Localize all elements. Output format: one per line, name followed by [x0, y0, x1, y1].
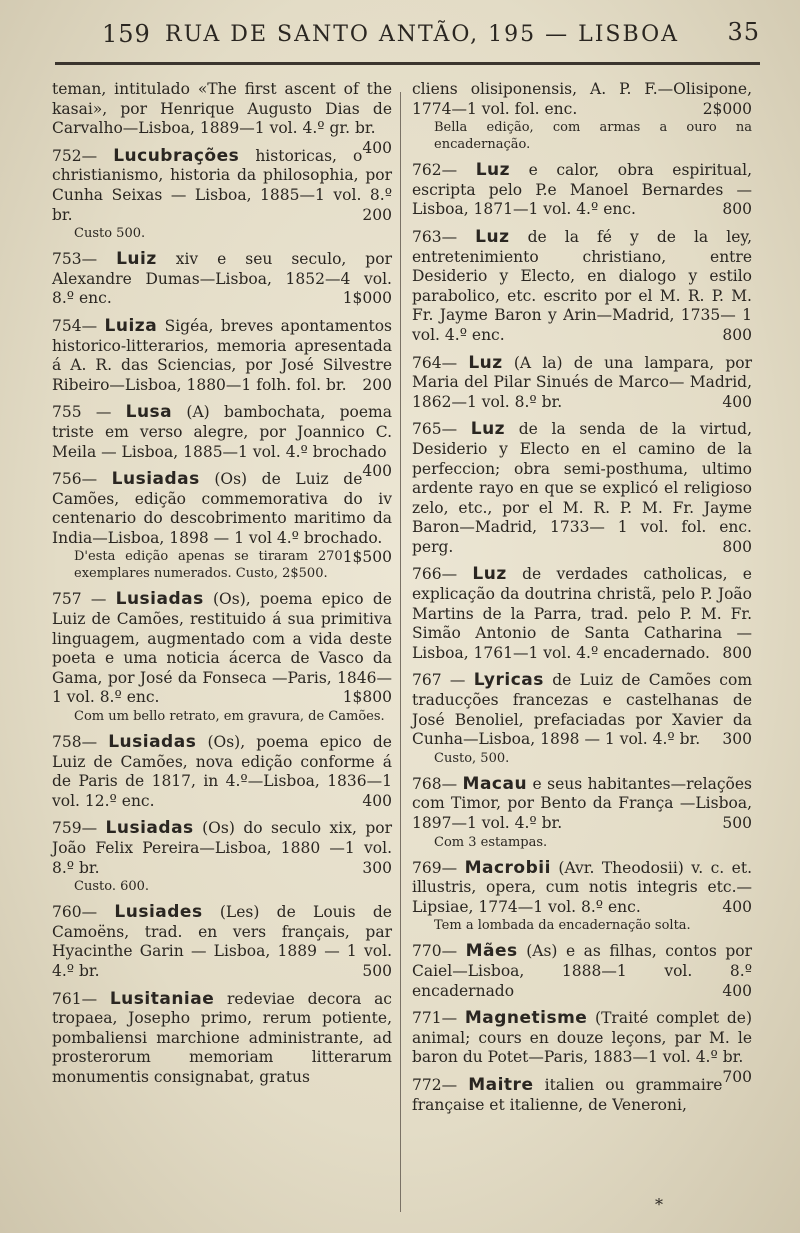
entry-price: 800 — [722, 537, 752, 556]
catalogue-entry — [412, 671, 752, 766]
catalogue-entry — [412, 775, 752, 851]
catalogue-entry — [52, 317, 392, 395]
entry-number: 769— — [412, 858, 458, 877]
entry-text: xiv e seu seculo, por Alexandre Dumas—Lisboa, 1852—4 vol. 8.º enc. — [52, 250, 392, 308]
entry-text: Sigéa, breves apontamentos historico-litterarios, memoria apresentada á A. R. das Sciencias, por José Silvestre Ribeiro—Lisboa, 1880—1 folh. fol. br. — [52, 316, 392, 394]
catalogue-entry — [52, 470, 392, 582]
entry-text: redeviae decora ac tropaea, Josepho primo, rerum potiente, pombaliensi marchione administrante, ad prosterorum memoriam litterarum monumentis consignabat, gratus — [52, 989, 392, 1086]
entry-price: 200 — [362, 205, 392, 224]
footer-mark: * — [655, 1195, 663, 1214]
catalogue-entry — [412, 1076, 752, 1115]
catalogue-entry — [52, 733, 392, 811]
page-number: 35 — [727, 18, 760, 46]
entry-headword: Luz — [470, 419, 506, 440]
entry-number: 761— — [52, 989, 98, 1008]
entry-text: de la senda de la virtud, Desiderio y Electo en el camino de la perfeccion; obra semi-posthuma, ultimo ardente rayo en que se explicó el religioso zelo, etc., por el M. R. P. M. Fr. Jayme Baron—Madrid, 1733— 1 vol. fol. enc. perg. — [412, 420, 752, 556]
entry-price: 500 — [722, 814, 752, 832]
entry-price: 800 — [722, 643, 752, 662]
entry-text: italien ou grammaire française et italienne, de Veneroni, — [412, 1075, 723, 1114]
entry-price: 1$000 — [342, 289, 392, 308]
entry-price: 800 — [722, 325, 752, 344]
entry-headword: Luiz — [116, 249, 157, 270]
entry-text: (Os) de Luiz de Camões, edição commemorativa do iv centenario do descobrimento maritimo da India—Lisboa, 1898 — 1 vol 4.º brochado. — [52, 470, 392, 547]
entry-headword: Macrobii — [464, 857, 551, 878]
entry-headword: Luz — [475, 160, 511, 181]
entry-number: 757 — — [52, 590, 107, 609]
column-divider — [400, 92, 401, 1212]
entry-number: 765— — [412, 420, 458, 439]
entry-price: 400 — [362, 791, 392, 810]
entry-price: 1$500 — [342, 548, 392, 567]
entry-headword: Lusiadas — [111, 469, 200, 490]
entry-text: (Os) do seculo xix, por João Felix Pereira—Lisboa, 1880 —1 vol. 8.º br. — [52, 819, 393, 877]
entry-headword: Lusiadas — [108, 732, 197, 753]
entry-text: teman, intitulado «The first ascent of the kasai», por Henrique Augusto Dias de Carvalho—Lisboa, 1889—1 vol. 4.º gr. br. — [52, 80, 392, 138]
entry-number: 771— — [412, 1009, 458, 1028]
entry-text: e calor, obra espiritual, escripta pelo P.e Manoel Bernardes — Lisboa, 1871—1 vol. 4.º enc. — [412, 161, 752, 219]
entry-note: Tem a lombada da encadernação solta. — [434, 918, 691, 934]
entry-note: Com um bello retrato, em gravura, de Camões. — [74, 709, 385, 725]
catalogue-entry — [412, 80, 752, 153]
entry-headword: Lucubrações — [113, 145, 240, 166]
entry-text: (Avr. Theodosii) v. c. et. illustris, opera, cum notis integris etc.—Lipsiae, 1774—1 vol. 8.º enc. — [412, 858, 752, 916]
entry-price: 300 — [362, 858, 392, 877]
entry-text: (Os), poema epico de Luiz de Camões, restituido á sua primitiva linguagem, augmentado com a vida deste poeta e uma noticia ácerca de Vasco da Gama, por José da Fonseca —Paris, 1846—1 vol. 8.º enc. — [52, 590, 392, 707]
entry-number: 764— — [412, 353, 458, 372]
catalogue-entry — [412, 161, 752, 220]
entry-number: 760— — [52, 903, 98, 922]
entry-price: 400 — [722, 981, 752, 1000]
entry-headword: Luz — [468, 352, 503, 373]
entry-number: 752— — [52, 146, 98, 165]
catalogue-entry — [52, 990, 392, 1088]
entry-headword: Macau — [462, 773, 528, 794]
entry-note: Com 3 estampas. — [434, 834, 548, 850]
entry-price: 1$800 — [342, 688, 392, 707]
entry-number: 770— — [412, 942, 458, 961]
entry-headword: Luz — [475, 226, 510, 247]
entry-text: de Luiz de Camões com traducções francezas e castelhanas de José Benoliel, prefaciadas por Xavier da Cunha—Lisboa, 1898 — 1 vol. 4.º br. — [412, 671, 753, 749]
entry-headword: Lusiadas — [105, 818, 194, 839]
entry-headword: Magnetisme — [464, 1008, 588, 1029]
entry-number: 763— — [412, 227, 458, 246]
entry-number: 762— — [412, 161, 458, 180]
catalogue-entry — [412, 565, 752, 663]
entry-price: 400 — [362, 138, 392, 157]
entry-number: 755 — — [52, 403, 112, 422]
entry-number: 772— — [412, 1075, 458, 1094]
entry-headword: Lusiades — [114, 902, 203, 923]
entry-number: 758— — [52, 733, 98, 752]
entry-number: 768— — [412, 774, 458, 793]
entry-note: Custo, 500. — [434, 750, 510, 766]
entry-text: e seus habitantes—relações com Timor, por Bento da França —Lisboa, 1897—1 vol. 4.º br. — [412, 774, 752, 832]
catalogue-entry — [412, 228, 752, 346]
entry-number: 767 — — [412, 671, 466, 690]
entry-number: 766— — [412, 565, 458, 584]
entry-headword: Lusiadas — [115, 589, 204, 610]
right-column — [412, 80, 752, 1123]
catalogue-entry — [52, 819, 392, 895]
catalogue-entry — [412, 354, 752, 413]
entry-price: 400 — [362, 462, 392, 481]
entry-text: (Les) de Louis de Camoëns, trad. en vers français, par Hyacinthe Garin — Lisboa, 1889 — 1 vol. 4.º br. — [52, 903, 392, 980]
entry-number: 759— — [52, 819, 98, 838]
entry-headword: Luz — [472, 564, 507, 585]
entry-text: (Traité complet de) animal; cours en douze leçons, par M. le baron du Potet—Paris, 1883—1 vol. 4.º br. — [412, 1009, 752, 1067]
entry-price: 800 — [722, 200, 752, 219]
entry-headword: Mães — [465, 941, 518, 962]
entry-headword: Lusa — [125, 402, 173, 423]
entry-text: de verdades catholicas, e explicação da doutrina christã, pelo P. João Martins de la Parra, trad. pelo P. M. Fr. Simão Antonio de Santa Catharina — Lisboa, 1761—1 vol. 4.º encadernado. — [412, 565, 752, 662]
catalogue-entry — [412, 859, 752, 935]
entry-headword: Lusitaniae — [109, 988, 215, 1009]
entry-text: cliens olisiponensis, A. P. F.—Olisipone, 1774—1 vol. fol. enc. — [412, 80, 752, 118]
entry-number: 756— — [52, 470, 98, 489]
entry-text: (As) e as filhas, contos por Caiel—Lisboa, 1888—1 vol. 8.º encadernado — [412, 942, 752, 1000]
entry-text: historicas, o christianismo, historia da philosophia, por Cunha Seixas — Lisboa, 1885—1 vol. 8.º br. — [52, 146, 392, 224]
entry-price: 500 — [362, 961, 392, 980]
entry-note: Custo 500. — [74, 226, 146, 242]
header-rule — [55, 62, 760, 65]
entry-text: (Os), poema epico de Luiz de Camões, nova edição conforme á de Paris de 1817, in 4.º—Lisboa, 1836—1 vol. 12.º enc. — [52, 733, 392, 810]
catalogue-entry — [52, 147, 392, 242]
entry-price: 2$000 — [702, 99, 752, 118]
entry-number: 754— — [52, 316, 98, 335]
entry-price: 200 — [362, 375, 392, 394]
header-number: 159 — [102, 20, 151, 48]
entry-text: de la fé y de la ley, entretenimiento christiano, entre Desiderio y Electo, en dialogo y estilo parabolico, etc. escrito por el M. R. P. M. Fr. Jayme Baron y Arin—Madrid, 1735— 1 vol. 4.º enc. — [412, 227, 752, 344]
page-header — [40, 8, 770, 60]
entry-note: Custo. 600. — [74, 879, 150, 895]
entry-headword: Maitre — [468, 1074, 534, 1095]
entry-price: 700 — [722, 1067, 752, 1086]
catalogue-entry — [412, 420, 752, 557]
catalogue-entry — [52, 903, 392, 981]
entry-text: (A) bambochata, poema triste em verso alegre, por Joannico C. Meila — Lisboa, 1885—1 vol. 4.º brochado — [52, 403, 392, 461]
entry-price: 400 — [722, 897, 752, 916]
catalogue-entry — [52, 590, 392, 725]
entry-number: 753— — [52, 250, 98, 269]
left-column — [52, 80, 392, 1096]
entry-price: 400 — [722, 392, 752, 411]
entry-price: 300 — [722, 730, 752, 749]
header-title: RUA DE SANTO ANTÃO, 195 — LISBOA — [165, 22, 679, 47]
entry-note: Bella edição, com armas a ouro na encadernação. — [434, 120, 752, 153]
catalogue-entry — [52, 250, 392, 309]
entry-text: (A la) de una lampara, por Maria del Pilar Sinués de Marco— Madrid, 1862—1 vol. 8.º br. — [412, 353, 752, 411]
entry-headword: Luiza — [104, 315, 158, 336]
entry-headword: Lyricas — [473, 670, 544, 691]
entry-note: D'esta edição apenas se tiraram 270 exemplares numerados. Custo, 2$500. — [74, 549, 343, 582]
catalogue-entry — [412, 942, 752, 1001]
